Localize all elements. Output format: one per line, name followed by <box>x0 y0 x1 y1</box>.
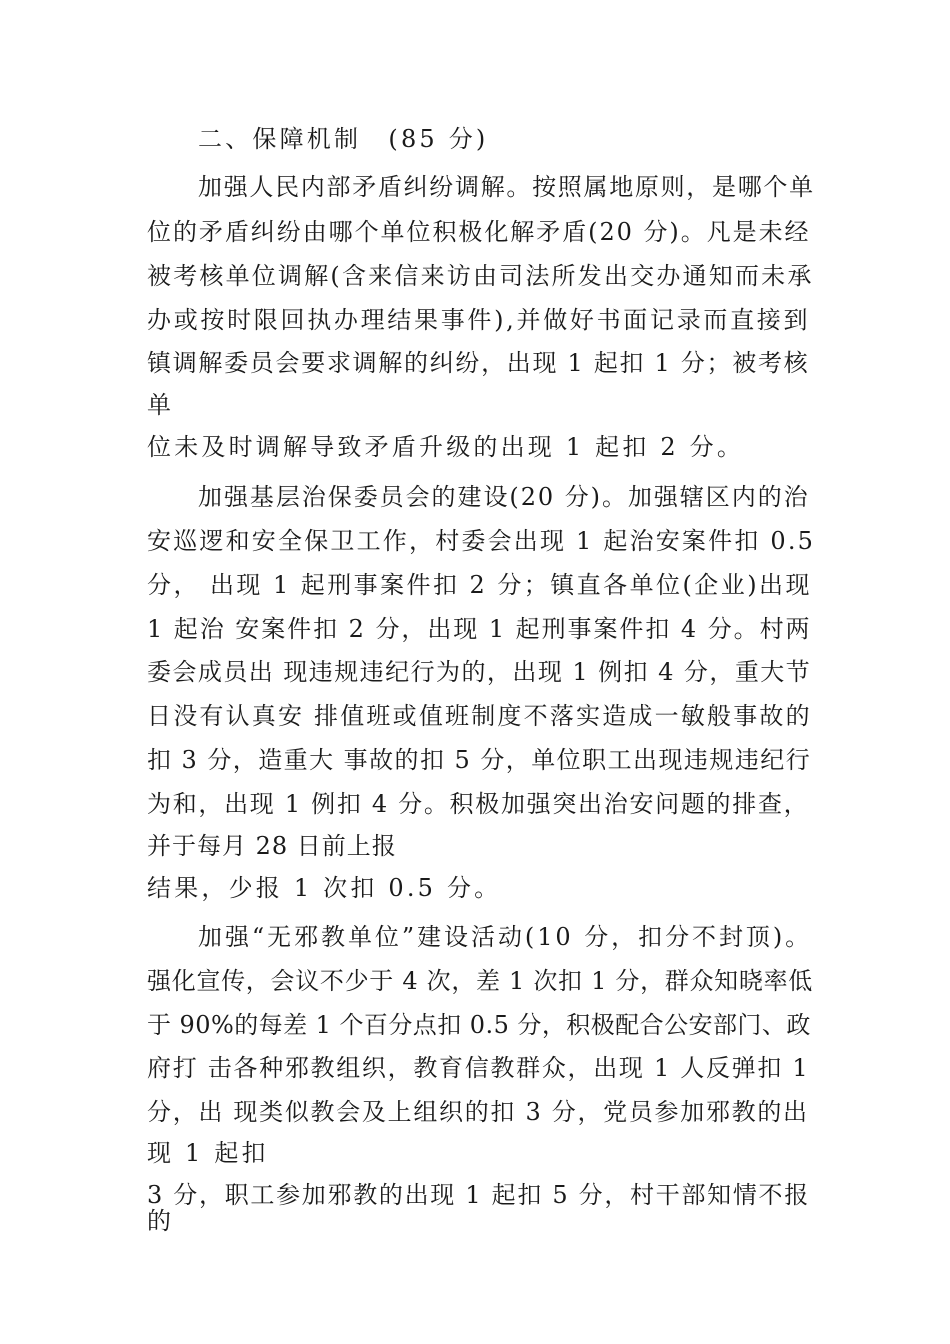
paragraph-line: 加强基层治保委员会的建设(20 分)。加强辖区内的治 <box>198 483 810 511</box>
paragraph-line: 办或按时限回执办理结果事件),并做好书面记录而直接到 <box>147 306 811 334</box>
paragraph-line: 强化宣传，会议不少于 4 次，差 1 次扣 1 分，群众知晓率低 <box>147 967 813 995</box>
paragraph-line: 为和，出现 1 例扣 4 分。积极加强突出治安问题的排查， <box>147 790 810 818</box>
paragraph-line: 镇调解委员会要求调解的纠纷，出现 1 起扣 1 分；被考核 <box>147 349 810 377</box>
paragraph-line: 加强“无邪教单位”建设活动(10 分，扣分不封顶)。 <box>198 923 813 951</box>
paragraph-line: 并于每月 28 日前上报 <box>147 832 397 860</box>
paragraph-line: 被考核单位调解(含来信来访由司法所发出交办通知而未承 <box>147 262 814 290</box>
paragraph-line: 3 分，职工参加邪教的出现 1 起扣 5 分，村干部知情不报 <box>147 1181 810 1209</box>
paragraph-line: 委会成员出 现违规违纪行为的，出现 1 例扣 4 分，重大节 <box>147 658 812 686</box>
paragraph-line: 1 起治 安案件扣 2 分，出现 1 起刑事案件扣 4 分。村两 <box>147 615 812 643</box>
paragraph-line: 加强人民内部矛盾纠纷调解。按照属地原则，是哪个单 <box>198 173 815 201</box>
paragraph-line: 扣 3 分，造重大 事故的扣 5 分，单位职工出现违规违纪行 <box>147 746 812 774</box>
paragraph-line: 日没有认真安 排值班或值班制度不落实造成一敏般事故的 <box>147 702 812 730</box>
paragraph-line: 的 <box>147 1207 175 1235</box>
paragraph-line: 安巡逻和安全保卫工作，村委会出现 1 起治安案件扣 0.5 <box>147 527 816 555</box>
paragraph-line: 结果，少报 1 次扣 0.5 分。 <box>147 874 502 902</box>
paragraph-line: 现 1 起扣 <box>147 1139 269 1167</box>
paragraph-line: 府打 击各种邪教组织，教育信教群众，出现 1 人反弹扣 1 <box>147 1054 810 1082</box>
section-heading: 二、保障机制 (85 分) <box>198 125 489 153</box>
paragraph-line: 位的矛盾纠纷由哪个单位积极化解矛盾(20 分)。凡是未经 <box>147 218 811 246</box>
paragraph-line: 位未及时调解导致矛盾升级的出现 1 起扣 2 分。 <box>147 433 745 461</box>
paragraph-line: 分，出 现类似教会及上组织的扣 3 分，党员参加邪教的出 <box>147 1098 809 1126</box>
paragraph-line: 于 90%的每差 1 个百分点扣 0.5 分，积极配合公安部门、政 <box>147 1011 811 1039</box>
paragraph-line: 分， 出现 1 起刑事案件扣 2 分；镇直各单位(企业)出现 <box>147 571 812 599</box>
paragraph-line: 单 <box>147 391 175 419</box>
